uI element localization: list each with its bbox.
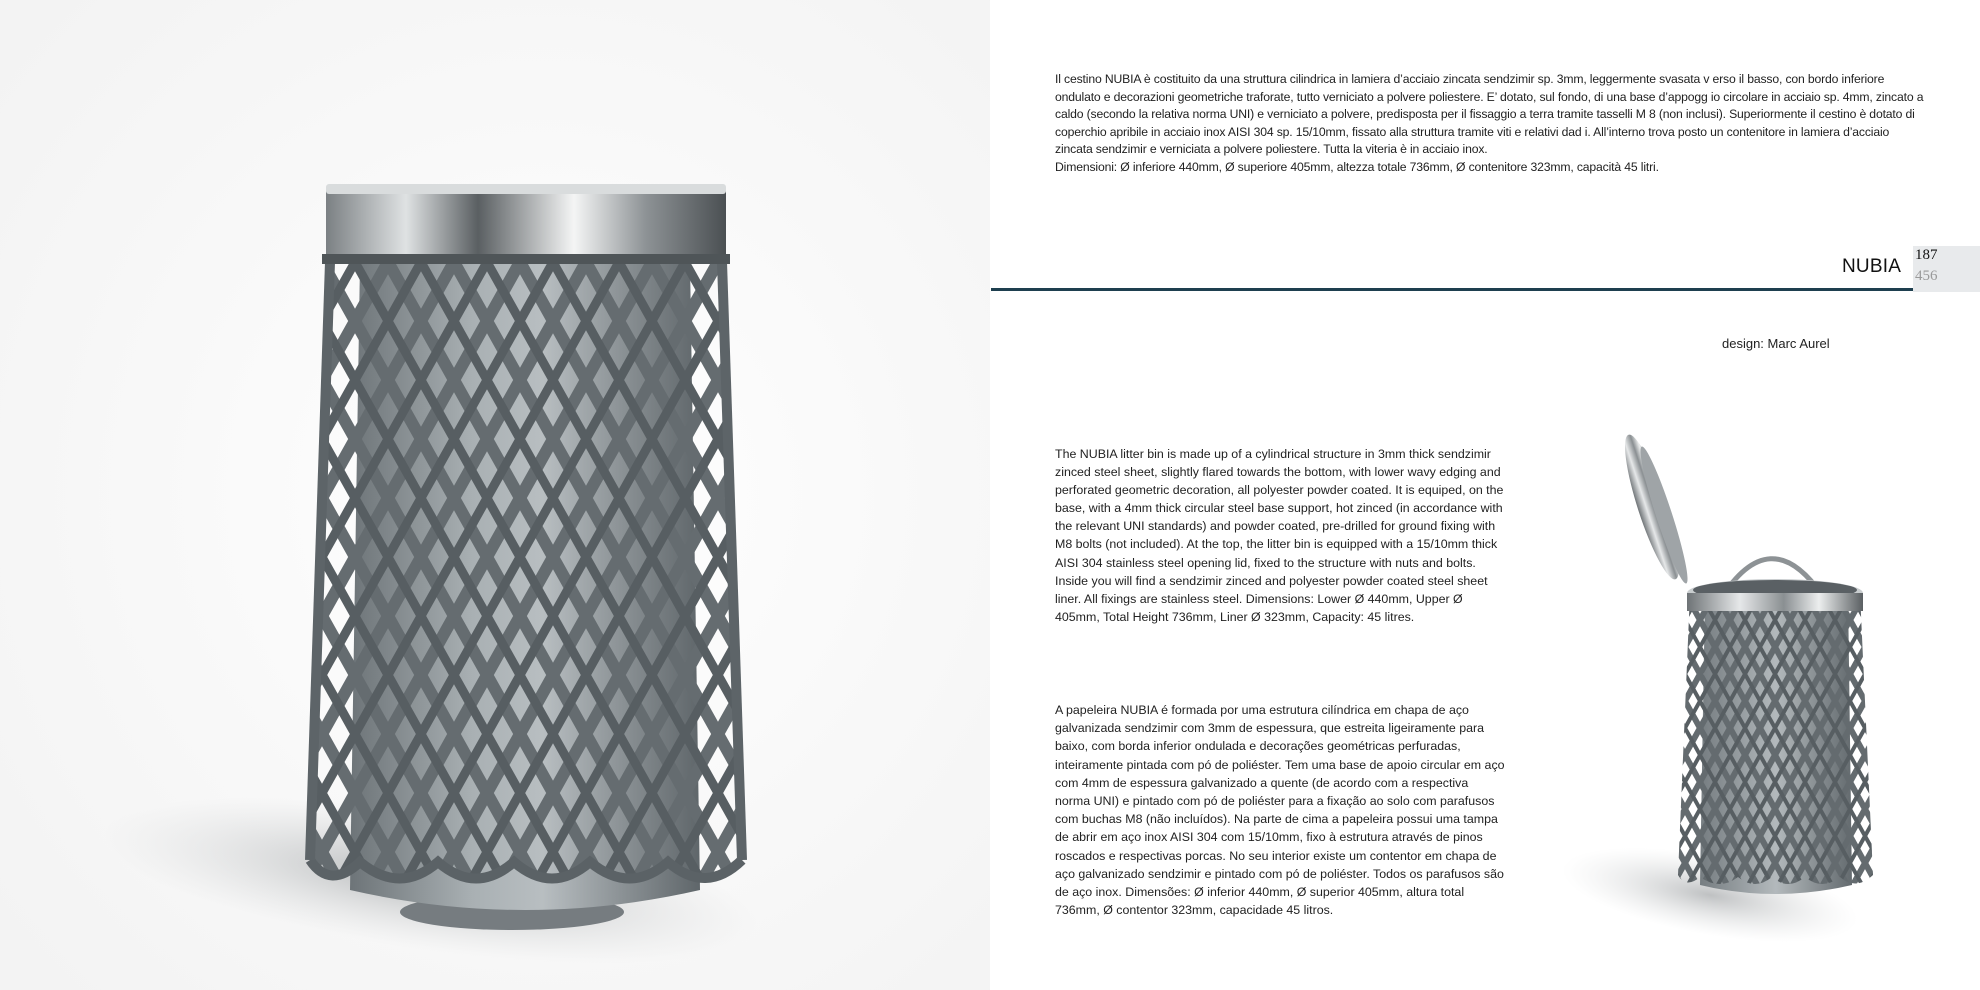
italian-body: Il cestino NUBIA è costituito da una struttura cilindrica in lamiera d’acciaio zincata sendzimir sp. 3mm, leggermente svasata v erso il basso, con bordo inferiore ondulato e decorazioni geometriche traforate, tutto verniciato a polvere poliestere. E’ dotato, sul fondo, di una base d’appogg io circolare in acciaio sp. 4mm, zincato a caldo (secondo la relativa norma UNI) e verniciato a polvere, predisposta per il fissaggio a terra tramite tasselli M 8 (non inclusi). Superiormente il cestino è dotato di coperchio apribile in acciaio inox AISI 304 sp. 15/10mm, fissato alla struttura tramite viti e relativi dad i. All’interno trova posto un contenitore in lamiera d’acciaio zincata sendzimir e verniciata a polvere poliestere. Tutta la viteria è in acciaio inox. bbox=[1055, 72, 1924, 157]
description-italian bbox=[1055, 71, 1925, 177]
italian-dimensions: Dimensioni: Ø inferiore 440mm, Ø superiore 405mm, altezza totale 736mm, Ø contenitore 323mm, capacità 45 litri. bbox=[1055, 159, 1659, 174]
description-english: The NUBIA litter bin is made up of a cylindrical structure in 3mm thick sendzimir zinced steel sheet, slightly flared towards the bottom, with lower wavy edging and perforated geometric decoration, all polyester powder coated. It is equiped, on the base, with a 4mm thick circular steel base support, hot zinced (in accordance with the relevant UNI standards) and powder coated, pre-drilled for ground fixing with M8 bolts (not included). At the top, the litter bin is equipped with a 15/10mm thick AISI 304 stainless steel opening lid, fixed to the structure with nuts and bolts. Inside you will find a sendzimir zinced and polyester powder coated steel sheet liner. All fixings are stainless steel. Dimensions: Lower Ø 440mm, Upper Ø 405mm, Total Height 736mm, Liner Ø 323mm, Capacity: 45 litres. bbox=[1055, 447, 1504, 624]
product-title: NUBIA bbox=[1842, 256, 1902, 277]
page-number: 187 bbox=[1915, 247, 1938, 263]
designer-credit: design: Marc Aurel bbox=[1722, 336, 1830, 351]
product-photo-open-bin bbox=[1560, 425, 1920, 955]
description-portuguese: A papeleira NUBIA é formada por uma estrutura cilíndrica em chapa de aço galvanizada sendzimir com 3mm de espessura, que estreita ligeiramente para baixo, com borda inferior ondulada e decorações geométricas perfuradas, inteiramente pintada com pó de poliéster. Tem uma base de apoio circular em aço com 4mm de espessura galvanizado a quente (de acordo com a respectiva norma UNI) e pintado com pó de poliéster para a fixação ao solo com parafusos com buchas M8 (não incluídos). Na parte de cima a papeleira possui uma tampa de abrir em aço inox AISI 304 com 15/10mm, fixo à estrutura através de pinos roscados e respectivas porcas. No seu interior existe um contentor em chapa de aço galvanizado sendzimir e pintado com pó de poliéster. Todos os parafusos são de aço inox. Dimensões: Ø inferior 440mm, Ø superior 405mm, altura total 736mm, Ø contentor 323mm, capacidade 45 litros. bbox=[1055, 703, 1505, 918]
page-total: 456 bbox=[1915, 268, 1938, 284]
section-rule bbox=[991, 288, 1913, 291]
